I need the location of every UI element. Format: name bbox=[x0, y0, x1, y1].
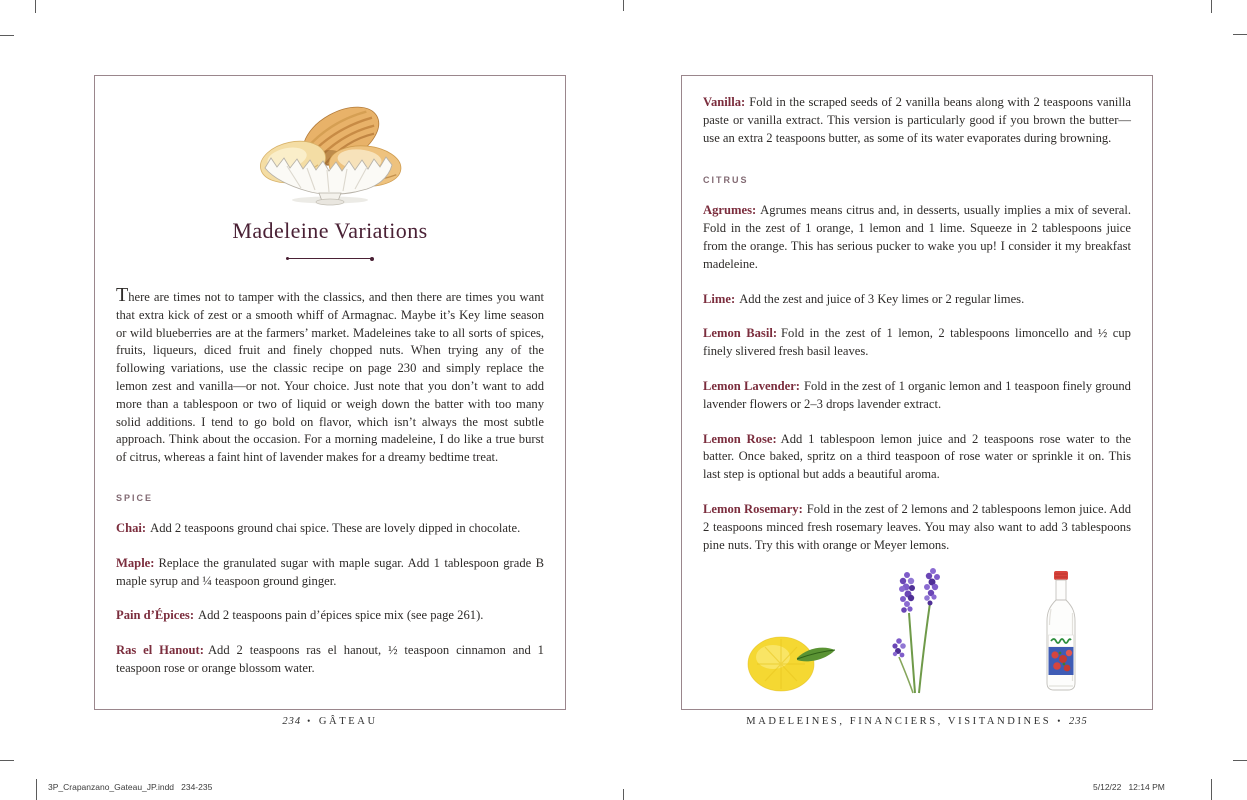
lavender-spike bbox=[899, 572, 915, 613]
entry-text: Add 2 teaspoons ground chai spice. These are lovely dipped in chocolate. bbox=[150, 520, 521, 535]
entry-text: Add 1 tablespoon lemon juice and 2 teaspoons rose water to the batter. Once baked, spritz on a third teaspoon of rose water or sprinkle it on. This last step is optional but adds a beautiful aroma. bbox=[703, 431, 1131, 482]
recipe-entry bbox=[703, 291, 1131, 309]
entry-text: Fold in the zest of 1 organic lemon and 1 teaspoon finely ground lavender flowers or 2–3 drops lavender extract. bbox=[703, 378, 1131, 411]
section-heading-spice: SPICE bbox=[116, 492, 154, 503]
right-running-footer bbox=[681, 716, 1153, 727]
recipe-entry bbox=[116, 555, 544, 591]
crop-mark-bottom-left-v bbox=[36, 779, 37, 800]
section-heading-citrus: CITRUS bbox=[703, 175, 749, 186]
recipe-entry bbox=[116, 607, 544, 625]
entry-text: Agrumes means citrus and, in desserts, usually implies a mix of several. Fold in the zest of 1 orange, 1 lemon and 1 lime. Squeeze in 2 tablespoons juice from the orange. This has serious pucker to wake you up! I consider it my breakfast madeleine. bbox=[703, 203, 1131, 271]
lemon-illustration bbox=[745, 621, 837, 693]
recipe-entry bbox=[703, 431, 1131, 484]
crop-mark-top-center bbox=[623, 0, 624, 11]
crop-mark-bottom-center bbox=[623, 789, 624, 800]
entry-term: Pain d’Épices: bbox=[116, 608, 195, 623]
entry-text: Add the zest and juice of 3 Key limes or 2 regular limes. bbox=[739, 291, 1025, 306]
crop-mark-top-left-v bbox=[35, 0, 36, 13]
recipe-entry bbox=[703, 94, 1131, 147]
left-running-footer bbox=[94, 716, 566, 727]
print-slug-timestamp: 5/12/22 12:14 PM bbox=[1093, 782, 1165, 792]
footer-separator: • bbox=[307, 716, 313, 726]
title-divider-ornament bbox=[288, 258, 372, 259]
entry-text: Add 2 teaspoons ras el hanout, ½ teaspoon cinnamon and 1 teaspoon rose or orange blossom water. bbox=[116, 643, 544, 675]
lavender-spike bbox=[892, 638, 905, 657]
left-page-number: 234 bbox=[282, 716, 302, 727]
right-page-number: 235 bbox=[1068, 716, 1088, 727]
entry-term: Maple: bbox=[116, 555, 155, 570]
entry-term: Chai: bbox=[116, 520, 147, 535]
print-slug-filename: 3P_Crapanzano_Gateau_JP.indd 234-235 bbox=[48, 782, 213, 792]
crop-mark-bottom-right-v bbox=[1211, 779, 1212, 800]
intro-text: here are times not to tamper with the classics, and then there are times you want that extra kick of zest or a smooth whiff of Armagnac. Maybe it’s Key lime season or wild blueberries are at the farmers’ market. Madeleines take to all sorts of spices, fruits, liqueurs, diced fruit and finely chopped nuts. When trying any of the following variations, use the classic recipe on page 230 and simply replace the lemon zest and vanilla—or not. Your choice. Just note that you don’t want to add more than a tablespoon or two of liquid or weigh down the batter with too many solid additions. I tend to go bold on flavor, which isn’t always the most subtle approach. Think about the occasion. For a morning madeleine, I do like a true burst of citrus, whereas a faint hint of lavender makes for a dreamy bedtime treat. bbox=[116, 290, 544, 465]
recipe-entry bbox=[703, 325, 1131, 361]
entry-term: Lemon Rosemary: bbox=[703, 501, 803, 516]
lavender-sprigs-icon bbox=[879, 567, 957, 695]
chapter-title: Madeleine Variations bbox=[232, 218, 428, 243]
entry-term: Vanilla: bbox=[703, 95, 746, 109]
crop-mark-bottom-left-h bbox=[0, 760, 14, 761]
entry-text: Add 2 teaspoons pain d’épices spice mix (see page 261). bbox=[198, 608, 484, 623]
crop-mark-top-left-h bbox=[0, 35, 14, 36]
citrus-illustration-row bbox=[703, 567, 1131, 697]
entry-text: Fold in the scraped seeds of 2 vanilla beans along with 2 teaspoons vanilla paste or vanilla extract. This version is particularly good if you brown the butter—use an extra 2 teaspoons butter, as some of its water evaporates during browning. bbox=[703, 95, 1131, 145]
crop-mark-top-right-h bbox=[1233, 34, 1247, 35]
intro-paragraph bbox=[116, 285, 544, 467]
book-title: GÂTEAU bbox=[318, 716, 378, 727]
entry-term: Lemon Lavender: bbox=[703, 378, 800, 393]
rose-water-bottle-icon bbox=[1039, 569, 1083, 695]
right-page bbox=[681, 75, 1153, 710]
entry-term: Lemon Basil: bbox=[703, 326, 778, 341]
lavender-spike bbox=[924, 568, 940, 606]
recipe-entry bbox=[703, 202, 1131, 273]
lavender-illustration bbox=[879, 567, 957, 695]
madeleines-illustration bbox=[235, 94, 425, 206]
chapter-footer-title: MADELEINES, FINANCIERS, VISITANDINES bbox=[746, 716, 1052, 727]
footer-separator: • bbox=[1057, 716, 1063, 726]
crop-mark-bottom-right-h bbox=[1233, 760, 1247, 761]
entry-term: Lemon Rose: bbox=[703, 431, 777, 446]
recipe-entry bbox=[116, 520, 544, 538]
entry-term: Lime: bbox=[703, 291, 736, 306]
recipe-entry bbox=[703, 501, 1131, 554]
recipe-entry bbox=[116, 642, 544, 678]
entry-term: Ras el Hanout: bbox=[116, 643, 204, 658]
entry-text: Fold in the zest of 1 lemon, 2 tablespoons limoncello and ½ cup finely slivered fresh basil leaves. bbox=[703, 326, 1131, 359]
recipe-entry bbox=[703, 378, 1131, 414]
crop-mark-top-right-v bbox=[1211, 0, 1212, 13]
left-page bbox=[94, 75, 566, 710]
entry-term: Agrumes: bbox=[703, 203, 757, 218]
lemon-with-leaf-icon bbox=[745, 621, 837, 693]
madeleines-in-bowl-icon bbox=[235, 94, 425, 206]
drop-cap: T bbox=[116, 284, 129, 306]
rose-water-bottle-illustration bbox=[1039, 569, 1083, 695]
entry-text: Fold in the zest of 2 lemons and 2 tablespoons lemon juice. Add 2 teaspoons minced fresh rosemary leaves. You may also want to add 3 tablespoons pine nuts. Try this with orange or Meyer lemons. bbox=[703, 501, 1131, 552]
entry-text: Replace the granulated sugar with maple sugar. Add 1 tablespoon grade B maple syrup and ¼ teaspoon ground ginger. bbox=[116, 555, 544, 588]
